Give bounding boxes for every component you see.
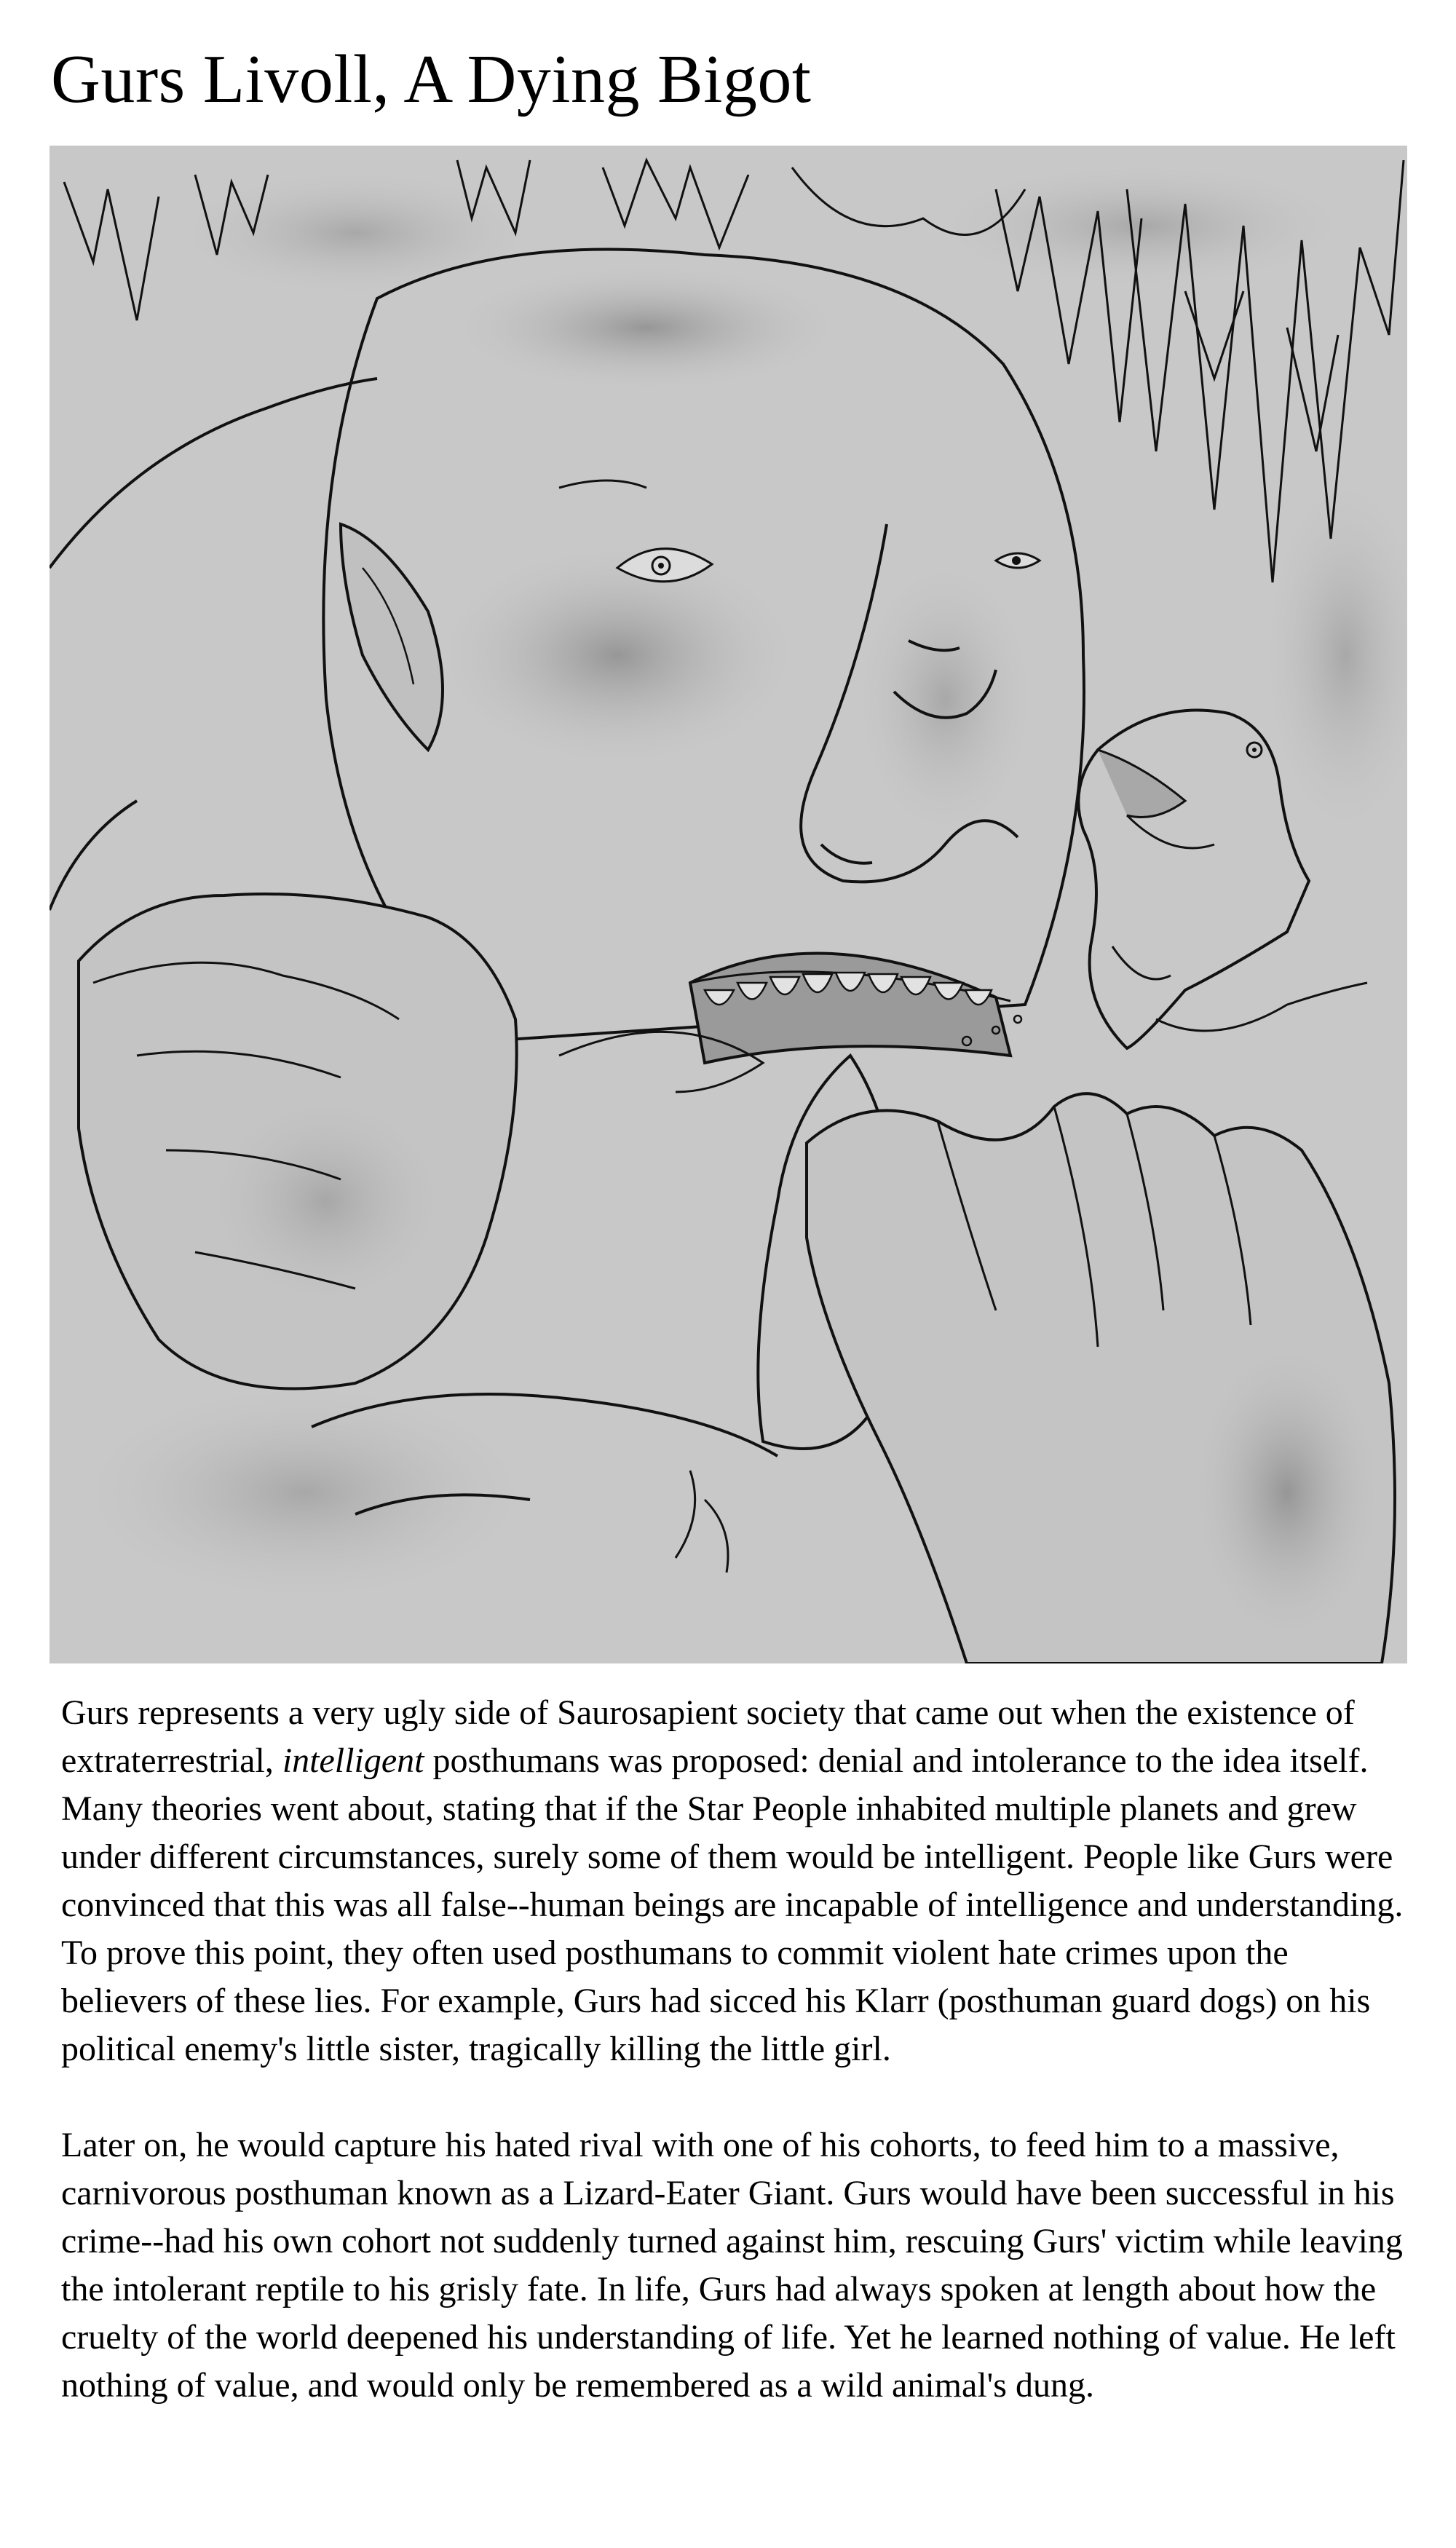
giant-right-hand — [807, 1093, 1395, 1663]
paragraph-1-text-b: posthumans was proposed: denial and intolerance to the idea itself. Many theories went about, stating that if the Star People inhabited multiple planets and grew under different circumstances, surely some of them would be intelligent. People like Gurs were convinced that this was all false--human beings are incapable of intelligence and understanding. To prove this point, they often used posthumans to commit violent hate crimes upon the believers of these lies. For example, Gurs had sicced his Klarr (posthuman guard dogs) on his political enemy's little sister, tragically killing the little girl. — [61, 1741, 1404, 2068]
paragraph-1-text-a: Gurs represents a very ugly side of Saurosapient society that came out when the existence of extraterrestrial, — [61, 1693, 1355, 1780]
giant-eating-lizard-illustration — [50, 146, 1407, 1663]
article-body — [61, 1689, 1415, 2410]
giant-left-fist — [79, 894, 517, 1389]
paragraph-1 — [61, 1689, 1415, 2073]
paragraph-1-italic: intelligent — [282, 1741, 424, 1780]
page-title: Gurs Livoll, A Dying Bigot — [51, 41, 812, 117]
paragraph-2: Later on, he would capture his hated rival with one of his cohorts, to feed him to a massive, carnivorous posthuman known as a Lizard-Eater Giant. Gurs would have been successful in his crime--had his own cohort not suddenly turned against him, rescuing Gurs' victim while leaving the intolerant reptile to his grisly fate. In life, Gurs had always spoken at length about how the cruelty of the world deepened his understanding of life. Yet he learned nothing of value. He left nothing of value, and would only be remembered as a wild animal's dung. — [61, 2126, 1403, 2405]
